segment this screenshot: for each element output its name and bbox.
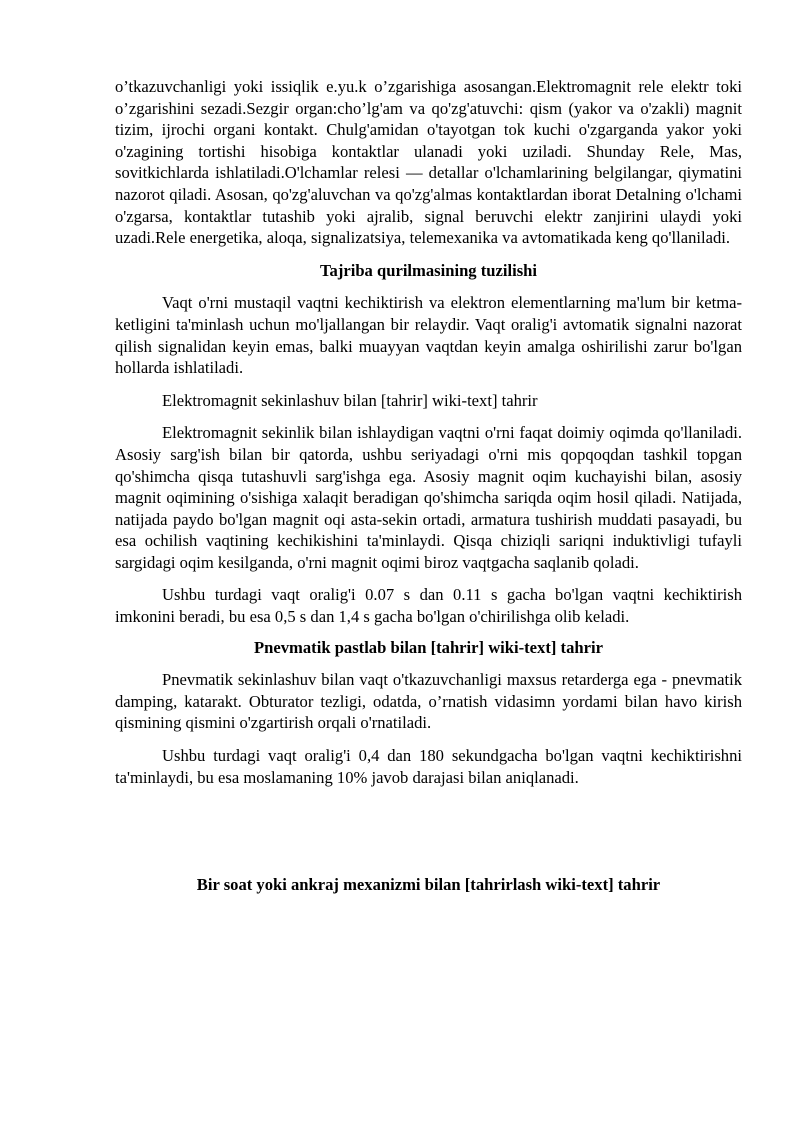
- document-page: [115, 76, 742, 896]
- paragraph-time-relay-definition: Vaqt o'rni mustaqil vaqtni kechiktirish va elektron elementlarning ma'lum bir ketma- ketligini ta'minlash uchun mo'ljallangan bir relaydir. Vaqt oralig'i avtomatik signalni nazorat qilish signalidan keyin emas, balki muayyan vaqtdan keyin amalga oshirilishi zarur bo'lgan hollarda ishlatiladi.: [115, 293, 742, 378]
- heading-pneumatic-delay: Pnevmatik pastlab bilan [tahrir] wiki-text] tahrir: [254, 637, 603, 657]
- paragraph-delay-range-pneumatic: Ushbu turdagi vaqt oralig'i 0,4 dan 180 sekundgacha bo'lgan vaqtni kechiktirishni ta'minlaydi, bu esa moslamaning 10% javob darajasi bilan aniqlanadi.: [115, 746, 742, 787]
- paragraph-delay-range-electromagnetic: Ushbu turdagi vaqt oralig'i 0.07 s dan 0.11 s gacha bo'lgan vaqtni kechiktirish imkonini beradi, bu esa 0,5 s dan 1,4 s gacha bo'lgan o'chirilishga olib keladi.: [115, 585, 742, 627]
- paragraph-electromagnetic-delay: Elektromagnit sekinlik bilan ishlaydigan vaqtni o'rni faqat doimiy oqimda qo'llaniladi. Asosiy sarg'ish bilan bir qatorda, ushbu seriyadagi o'rni mis qopqoqdan tashkil topgan qo'shimcha qisqa tutashuvli sarg'ishga ega. Asosiy magnit oqim kuchayishi bilan, asosiy magnit oqimining o'sishiga xalaqit beradigan qo'shimcha sariqda oqim hosil qiladi. Natijada, natijada paydo bo'lgan magnit oqi asta-sekin ortadi, armatura tushirish muddati pasayadi, bu esa ochilish vaqtining kechikishini ta'minlaydi. Qisqa chiziqli sariqni induktivligi tufayli sargidagi oqim kesilganda, o'rni magnit oqimi biroz vaqtgacha saqlanib qoladi.: [115, 423, 742, 572]
- paragraph-electromagnetic-delay-title: Elektromagnit sekinlashuv bilan [tahrir] wiki-text] tahrir: [162, 390, 538, 410]
- paragraph-relay-intro: o’tkazuvchanligi yoki issiqlik e.yu.k o’zgarishiga asosangan.Elektromagnit rele elektr toki o’zgarishini sezadi.Sezgir organ:cho’lg'am va qo'zg'atuvchi: qism (yakor va o'zakli) magnit tizim, ijrochi organi kontakt. Chulg'amidan o'tayotgan tok kuchi o'zgarganda yakor yoki o'zagining tortishi hisobiga kontaktlar ulanadi yoki uziladi. Shunday Rele, Mas, sovitkichlarda ishlatiladi.O'lchamlar relesi — detallar o'lchamlarining belgilangar, qiymatini nazorot qiladi. Asosan, qo'zg'aluvchan va qo'zg'almas kontaktlardan iborat Detalning o'lchami o'zgarsa, kontaktlar tutashib yoki ajralib, signal beruvchi elektr zanjirini ulaydi yoki uzadi.Rele energetika, aloqa, signalizatsiya, telemexanika va avtomatikada keng qo'llaniladi.: [115, 77, 742, 248]
- heading-device-structure: Tajriba qurilmasining tuzilishi: [319, 260, 537, 280]
- heading-clock-mechanism: Bir soat yoki ankraj mexanizmi bilan [tahrirlash wiki-text] tahrir: [196, 875, 661, 895]
- paragraph-pneumatic-delay: Pnevmatik sekinlashuv bilan vaqt o'tkazuvchanligi maxsus retarderga ega - pnevmatik damping, katarakt. Obturator tezligi, odatda, o’rnatish vidasimn yordami bilan havo kirish qismining qismini o'zgartirish orqali o'rnatiladi.: [115, 670, 742, 733]
